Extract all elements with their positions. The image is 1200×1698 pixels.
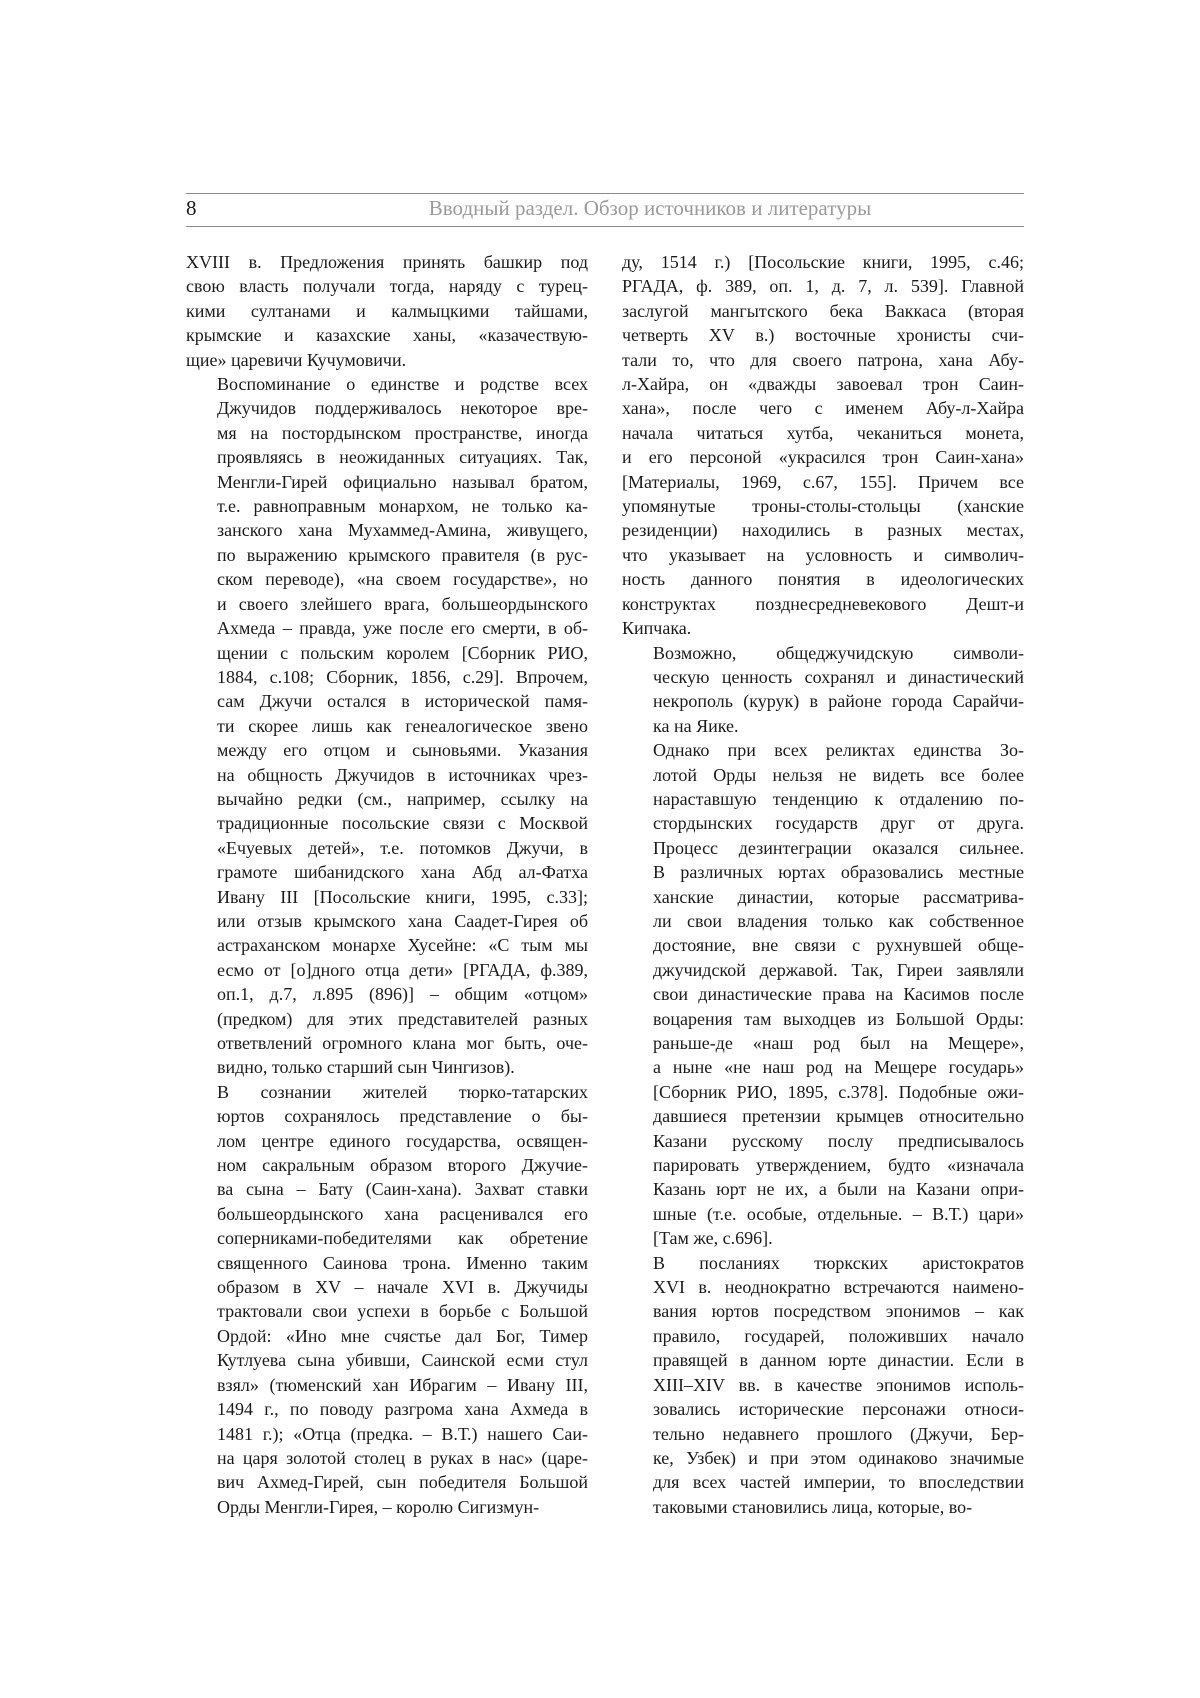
text-line: соперниками-победителями как обретение (217, 1228, 588, 1249)
text-line: джучидской державой. Так, Гиреи заявляли (653, 959, 1024, 980)
text-line: вычайно редки (см., например, ссылку на (217, 788, 588, 809)
text-line: ответвлений огромного клана мог быть, оче- (217, 1033, 588, 1053)
text-line: заслугой мангытского бека Ваккаса (вторая (622, 300, 1024, 321)
paragraph (622, 641, 1024, 739)
text-line: ском переводе), «на своем государстве», но (217, 569, 588, 590)
text-line: Процесс дезинтеграции оказался сильнее. (653, 837, 1024, 858)
text-line: конструктах позднесредневекового Дешт-и (622, 593, 1024, 614)
text-line: образом в XV – начале XVI в. Джучиды (217, 1277, 588, 1298)
text-line: между его отцом и сыновьями. Указания (217, 740, 588, 761)
text-line: л-Хайра, он «дважды завоевал трон Саин- (622, 374, 1024, 395)
text-line: Воспоминание о единстве и родстве всех (217, 374, 588, 395)
text-line: свою власть получали тогда, наряду с турец- (186, 276, 588, 297)
text-line: достояние, вне связи с рухнувшей обще- (653, 935, 1024, 956)
text-line: упомянутые троны-столы-стольцы (ханские (622, 496, 1024, 517)
text-line: взял» (тюменский хан Ибрагим – Ивану III, (217, 1374, 588, 1395)
text-line: крымские и казахские ханы, «казачествую- (186, 325, 588, 346)
paragraph (186, 250, 588, 372)
text-line: XVI в. неоднократно встречаются наимено- (653, 1277, 1024, 1298)
text-line: т.е. равноправным монархом, не только ка- (217, 496, 588, 517)
paragraph (186, 1080, 588, 1519)
page-number: 8 (186, 196, 197, 220)
text-line: трактовали свои успехи в борьбе с Большой (217, 1301, 588, 1322)
text-line: В различных юртах образовались местные (653, 862, 1024, 883)
text-line: 1884, с.108; Сборник, 1856, с.29]. Впрочем, (217, 666, 588, 687)
paragraph (186, 372, 588, 1080)
text-line: священного Саинова трона. Именно таким (217, 1252, 588, 1273)
text-line: начала читаться хутба, чеканиться монета, (622, 422, 1024, 443)
text-line: XVIII в. Предложения принять башкир под (186, 252, 588, 272)
text-line: [Там же, с.696]. (653, 1228, 773, 1249)
text-line: юртов сохранялось представление о бы- (217, 1106, 588, 1127)
text-line: Казани русскому послу предписывалось (653, 1130, 1024, 1151)
text-line: Ахмеда – правда, уже после его смерти, в об- (217, 618, 588, 639)
text-line: Ивану III [Посольские книги, 1995, с.33]; (217, 886, 588, 907)
text-line: РГАДА, ф. 389, оп. 1, д. 7, л. 539]. Главной (622, 276, 1024, 297)
text-line: большеордынского хана расценивался его (217, 1203, 588, 1224)
text-line: вания юртов посредством эпонимов – как (653, 1301, 1024, 1322)
text-line: мя на постордынском пространстве, иногда (217, 422, 588, 443)
text-line: давшиеся претензии крымцев относительно (653, 1106, 1024, 1127)
text-line: на общность Джучидов в источниках чрез- (217, 764, 588, 785)
text-line: резиденции) находились в разных местах, (622, 520, 1024, 541)
text-line: или отзыв крымского хана Саадет-Гирея об (217, 910, 588, 931)
text-line: четверть XV в.) восточные хронисты счи- (622, 325, 1024, 346)
text-line: «Ечуевых детей», т.е. потомков Джучи, в (217, 837, 588, 858)
header-bottom-rule (186, 226, 1024, 227)
text-line: по выражению крымского правителя (в рус- (217, 544, 588, 565)
page-header (186, 193, 1024, 227)
text-line: ва сына – Бату (Саин-хана). Захват ставки (217, 1179, 588, 1200)
text-line: Казань юрт не их, а были на Казани опри- (653, 1179, 1024, 1200)
left-text-column (186, 250, 588, 1519)
text-line: ли свои владения только как собственное (653, 910, 1024, 931)
text-line: есмо от [о]дного отца дети» [РГАДА, ф.389, (217, 959, 588, 980)
text-line: для всех частей империи, то впоследствии (653, 1472, 1024, 1493)
text-line: ность данного понятия в идеологических (622, 569, 1024, 590)
text-line: Менгли-Гирей официально называл братом, (217, 471, 588, 492)
text-line: занского хана Мухаммед-Амина, живущего, (217, 520, 588, 541)
text-line: [Сборник РИО, 1895, с.378]. Подобные ожи- (653, 1081, 1024, 1102)
text-line: ческую ценность сохранял и династический (653, 666, 1024, 687)
text-line: правило, государей, положивших начало (653, 1325, 1024, 1346)
paragraph (622, 1251, 1024, 1519)
text-line: парировать утверждением, будто «изначала (653, 1155, 1024, 1176)
text-line: традиционные посольские связи с Москвой (217, 813, 588, 834)
text-line: Ордой: «Ино мне счястье дал Бог, Тимер (217, 1325, 588, 1346)
text-line: и его персоной «украсился трон Саин-хана» (622, 447, 1024, 468)
text-line: некрополь (курук) в районе города Сарайчи- (653, 691, 1024, 712)
text-line: видно, только старший сын Чингизов). (217, 1057, 515, 1078)
right-text-column (622, 250, 1024, 1519)
text-line: В посланиях тюркских аристократов (653, 1252, 1024, 1273)
text-line: и своего злейшего врага, большеордынского (217, 593, 588, 614)
text-line: Орды Менгли-Гирея, – королю Сигизмун- (217, 1496, 540, 1517)
text-line: что указывает на условность и символич- (622, 544, 1024, 565)
text-line: грамоте шибанидского хана Абд ал-Фатха (217, 862, 588, 883)
text-line: а ныне «не наш род на Мещере государь» (653, 1057, 1024, 1078)
paragraph (622, 738, 1024, 1251)
text-line: стордынских государств друг от друга. (653, 813, 1024, 834)
text-line: щении с польским королем [Сборник РИО, (217, 642, 588, 663)
text-line: ханские династии, которые рассматрива- (653, 886, 1024, 907)
text-line: XIII–XIV вв. в качестве эпонимов исполь- (653, 1374, 1024, 1395)
text-line: астраханском монархе Хусейне: «С тым мы (217, 935, 588, 956)
text-line: проявляясь в неожиданных ситуациях. Так, (217, 447, 588, 468)
running-title: Вводный раздел. Обзор источников и литературы (428, 196, 872, 220)
text-line: хана», после чего с именем Абу-л-Хайра (622, 398, 1024, 419)
text-line: шные (т.е. особые, отдельные. – В.Т.) цари» (653, 1203, 1024, 1224)
text-line: тали то, что для своего патрона, хана Абу- (622, 349, 1024, 370)
text-line: свои династические права на Касимов после (653, 984, 1024, 1005)
header-top-rule (186, 193, 1024, 194)
text-line: зовались исторические персонажи относи- (653, 1399, 1024, 1420)
text-line: правящей в данном юрте династии. Если в (653, 1350, 1024, 1371)
text-line: ке, Узбек) и при этом одинаково значимые (653, 1447, 1024, 1468)
text-line: Возможно, общеджучидскую символи- (653, 642, 1024, 663)
text-line: на царя золотой столец в руках в нас» (царе- (217, 1447, 588, 1468)
text-line: оп.1, д.7, л.895 (896)] – общим «отцом» (217, 984, 588, 1005)
text-line: 1494 г., по поводу разгрома хана Ахмеда в (217, 1399, 588, 1420)
text-line: сам Джучи остался в исторической памя- (217, 691, 588, 712)
text-line: 1481 г.); «Отца (предка. – В.Т.) нашего Саи- (217, 1423, 588, 1444)
text-line: вич Ахмед-Гирей, сын победителя Большой (217, 1472, 588, 1493)
text-line: ном сакральным образом второго Джучие- (217, 1155, 588, 1176)
text-line: ти скорее лишь как генеалогическое звено (217, 715, 588, 736)
text-line: раньше-де «наш род был на Мещере», (653, 1033, 1024, 1053)
text-line: таковыми становились лица, которые, во- (653, 1496, 973, 1517)
text-line: воцарения там выходцев из Большой Орды: (653, 1008, 1024, 1029)
text-line: Кутлуева сына убивши, Саинской есми стул (217, 1350, 588, 1371)
text-line: лотой Орды нельзя не видеть все более (653, 764, 1024, 785)
text-line: ка на Яике. (653, 715, 739, 736)
text-line: нараставшую тенденцию к отдалению по- (653, 788, 1024, 809)
text-line: [Материалы, 1969, с.67, 155]. Причем все (622, 471, 1024, 492)
text-line: лом центре единого государства, освящен- (217, 1130, 588, 1151)
text-line: Кипчака. (622, 618, 692, 639)
text-line: В сознании жителей тюрко-татарских (217, 1081, 588, 1102)
text-line: Однако при всех реликтах единства Зо- (653, 740, 1024, 761)
text-line: ду, 1514 г.) [Посольские книги, 1995, с.46; (622, 252, 1024, 272)
text-line: кими султанами и калмыцкими тайшами, (186, 300, 588, 321)
text-line: тельно недавнего прошлого (Джучи, Бер- (653, 1423, 1024, 1444)
text-line: Джучидов поддерживалось некоторое вре- (217, 398, 588, 419)
text-line: щие» царевичи Кучумовичи. (186, 349, 407, 370)
text-line: (предком) для этих представителей разных (217, 1008, 588, 1029)
paragraph (622, 250, 1024, 641)
